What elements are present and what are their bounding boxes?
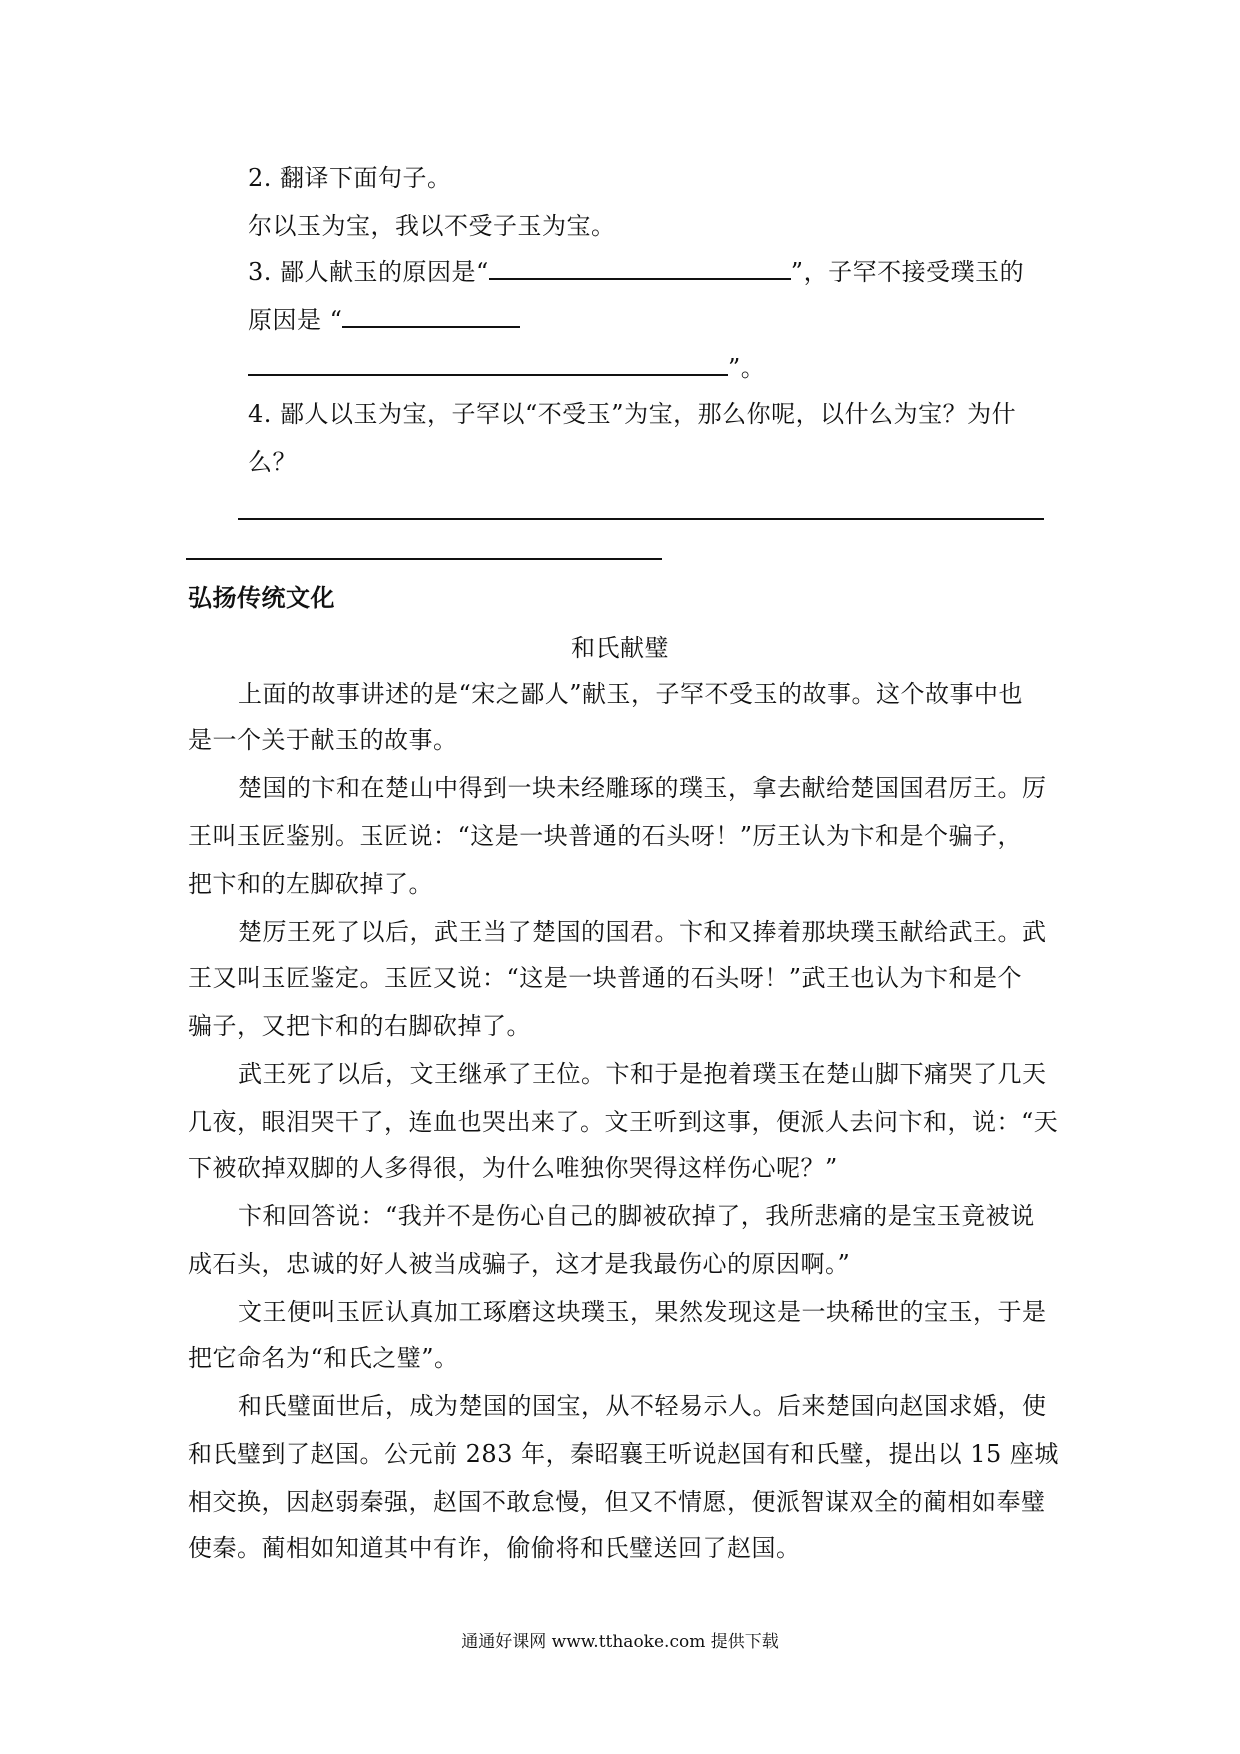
story-line: 是一个关于献玉的故事。 bbox=[188, 726, 458, 754]
story-line: 卞和回答说：“我并不是伤心自己的脚被砍掉了，我所悲痛的是宝玉竟被说 bbox=[238, 1202, 1035, 1230]
story-line: 把它命名为“和氏之璧”。 bbox=[188, 1344, 459, 1372]
story-line: 把卞和的左脚砍掉了。 bbox=[188, 870, 433, 898]
question-3-part2: ”，子罕不接受璞玉的 bbox=[790, 258, 1025, 286]
question-3-end: ”。 bbox=[728, 354, 766, 382]
answer-blank-reason-offer[interactable] bbox=[489, 252, 791, 280]
answer-blank-reason-refuse-start[interactable] bbox=[342, 300, 520, 328]
section-heading: 弘扬传统文化 bbox=[188, 583, 335, 612]
story-line: 成石头，忠诚的好人被当成骗子，这才是我最伤心的原因啊。” bbox=[188, 1250, 851, 1278]
question-3-part3: 原因是 “ bbox=[248, 306, 343, 334]
story-line: 几夜，眼泪哭干了，连血也哭出来了。文王听到这事，便派人去问卞和，说：“天 bbox=[188, 1108, 1059, 1136]
story-line: 武王死了以后，文王继承了王位。卞和于是抱着璞玉在楚山脚下痛哭了几天 bbox=[238, 1060, 1047, 1088]
question-3-line3 bbox=[248, 348, 765, 388]
story-line: 王又叫玉匠鉴定。玉匠又说：“这是一块普通的石头呀！”武王也认为卞和是个 bbox=[188, 964, 1023, 992]
question-3-part1: 3. 鄙人献玉的原因是“ bbox=[248, 258, 489, 286]
story-line: 和氏璧面世后，成为楚国的国宝，从不轻易示人。后来楚国向赵国求婚，使 bbox=[238, 1392, 1047, 1420]
story-line: 文王便叫玉匠认真加工琢磨这块璞玉，果然发现这是一块稀世的宝玉，于是 bbox=[238, 1298, 1047, 1326]
section-separator bbox=[186, 558, 662, 560]
story-line: 下被砍掉双脚的人多得很，为什么唯独你哭得这样伤心呢？” bbox=[188, 1154, 838, 1182]
answer-line-question-4[interactable] bbox=[238, 518, 1044, 520]
story-line: 楚国的卞和在楚山中得到一块未经雕琢的璞玉，拿去献给楚国国君厉王。厉 bbox=[238, 774, 1047, 802]
question-4-line1: 4. 鄙人以玉为宝，子罕以“不受玉”为宝，那么你呢，以什么为宝？为什 bbox=[248, 400, 1017, 428]
story-title: 和氏献璧 bbox=[571, 634, 669, 662]
story-line: 上面的故事讲述的是“宋之鄙人”献玉，子罕不受玉的故事。这个故事中也 bbox=[238, 680, 1024, 708]
question-2-prompt: 2. 翻译下面句子。 bbox=[248, 164, 452, 192]
story-line: 楚厉王死了以后，武王当了楚国的国君。卞和又捧着那块璞玉献给武王。武 bbox=[238, 918, 1047, 946]
question-4-line2: 么？ bbox=[248, 448, 297, 476]
question-3-line2 bbox=[248, 300, 520, 340]
answer-blank-reason-refuse-end[interactable] bbox=[248, 348, 728, 376]
story-line: 相交换，因赵弱秦强，赵国不敢怠慢，但又不情愿，便派智谋双全的蔺相如奉璧 bbox=[188, 1488, 1046, 1516]
story-line: 使秦。蔺相如知道其中有诈，偷偷将和氏璧送回了赵国。 bbox=[188, 1534, 801, 1562]
page-footer: 通通好课网 www.tthaoke.com 提供下载 bbox=[461, 1632, 779, 1652]
story-line: 和氏璧到了赵国。公元前 283 年，秦昭襄王听说赵国有和氏璧，提出以 15 座城 bbox=[188, 1440, 1059, 1468]
question-2-sentence: 尔以玉为宝，我以不受子玉为宝。 bbox=[248, 212, 616, 240]
story-line: 骗子，又把卞和的右脚砍掉了。 bbox=[188, 1012, 531, 1040]
question-3-line1 bbox=[248, 252, 1024, 292]
story-line: 王叫玉匠鉴别。玉匠说：“这是一块普通的石头呀！”厉王认为卞和是个骗子， bbox=[188, 822, 1023, 850]
